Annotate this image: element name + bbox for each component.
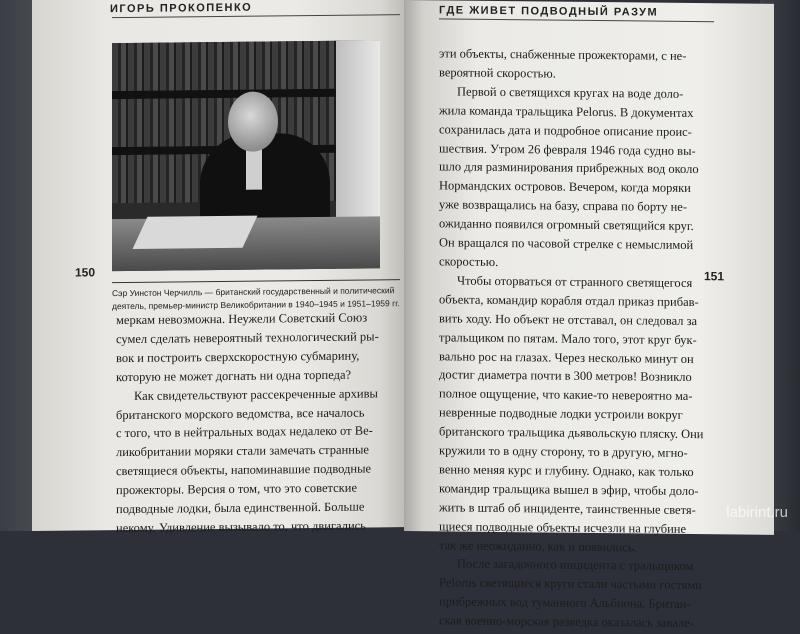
text-line: полное ощущение, что какие-то невероятно ма-	[439, 386, 693, 404]
text-line: скоростью.	[439, 254, 499, 269]
text-line: Первой о светящихся кругах на воде доло-	[457, 84, 684, 101]
bookshelf-row	[112, 41, 340, 91]
watermark: labirint.ru	[726, 504, 788, 521]
right-page	[404, 0, 774, 631]
text-line: После загадочного инцидента с тральщиком	[457, 557, 694, 574]
left-head-rule	[112, 14, 400, 18]
churchill-photo	[112, 40, 380, 271]
text-line: сумел сделать невероятный технологический ры-	[116, 329, 379, 347]
text-line: объекта, командир корабля отдал приказ прибав-	[439, 292, 699, 309]
text-line: Как свидетельствуют рассекреченные архивы	[134, 386, 378, 403]
left-running-head: ИГОРЬ ПРОКОПЕНКО	[110, 1, 253, 16]
text-line: вероятной скоростью.	[439, 65, 556, 81]
text-line: ожиданно появился огромный светящийся круг.	[439, 216, 694, 234]
text-line: с того, что в нейтральных водах недалеко от Ве-	[116, 423, 373, 441]
figure-head	[228, 91, 278, 152]
text-line: жила команда тральщика Pelorus. В документах	[439, 103, 694, 120]
caption-line: Сэр Уинстон Черчилль — британский государственный и политический	[112, 285, 395, 299]
text-line: прожекторы. Версия о том, что это советские	[116, 480, 357, 498]
left-body-text	[116, 308, 379, 538]
text-line: шло для разминирования прибрежных вод около	[439, 159, 699, 177]
text-line: подводные лодки, была единственной. Больше	[116, 499, 365, 517]
desk-paper	[133, 216, 258, 249]
text-line: ликобритании моряки стали замечать странные	[116, 442, 369, 460]
text-line: сохранилась дата и подробное описание проис-	[439, 121, 692, 139]
text-line: командир тральщика вышел в эфир, чтобы доло-	[439, 481, 699, 498]
text-line: жить в штаб об инциденте, таинственные светя-	[439, 500, 696, 517]
text-line: британского морского ведомства, все началось	[116, 405, 365, 422]
text-line: некому. Удивление вызывало то, что двигались	[116, 518, 366, 536]
text-line: уже возвращались на базу, справа по борту не-	[439, 197, 687, 215]
text-line: Pelorus светящиеся круги стали частыми гостями	[439, 575, 702, 593]
text-line: шествия. Утром 26 февраля 1946 года судно вы-	[439, 140, 696, 158]
text-line: светящиеся объекты, напоминавшие подводные	[116, 461, 372, 479]
text-line: вить ходу. Но объект не отставал, он следовал за	[439, 311, 698, 328]
text-line: прибрежных вод туманного Альбиона. Британ-	[439, 594, 691, 612]
right-body-text	[439, 44, 704, 633]
text-line: Нормандских островов. Вечером, когда моряки	[439, 178, 691, 196]
text-line: щиеся подводные объекты исчезли на глубине	[439, 519, 686, 536]
right-running-head: ГДЕ ЖИВЕТ ПОДВОДНЫЙ РАЗУМ	[439, 4, 659, 19]
text-line: Чтобы оторваться от странного светящегося	[457, 273, 693, 290]
caption-line: деятель, премьер-министр Великобритании в 1940–1945 и 1951–1959 гг.	[112, 298, 400, 312]
text-line: которую не может догнать ни одна торпеда?	[116, 367, 352, 384]
text-line: вально рос на глазах. Через несколько минут он	[439, 348, 694, 366]
right-head-rule	[439, 18, 714, 22]
text-line: Он вращался по часовой стрелке с немыслимой	[439, 235, 694, 253]
right-page-number: 151	[703, 269, 725, 284]
text-line: британского тральщика дьявольскую пляску. Они	[439, 424, 704, 442]
text-line: тральщиком по пятам. Мало того, этот круг бук-	[439, 329, 697, 347]
text-line: ская военно-морская разведка оказалась завале-	[439, 613, 694, 631]
text-line: венно меняя курс и глубину. Однако, как только	[439, 462, 694, 479]
text-line: невренные подводные лодки устроили вокруг	[439, 405, 683, 423]
text-line: эти объекты, снабженные прожекторами, с не-	[439, 46, 687, 63]
left-page	[32, 0, 410, 536]
left-page-number: 150	[74, 265, 96, 280]
text-line: достиг диаметра почти в 300 метров! Возникло	[439, 367, 692, 385]
text-line: так же неожиданно, как и появились.	[439, 537, 637, 554]
text-line: вок и построить сверхскоростную субмарину,	[116, 348, 360, 365]
text-line: меркам невозможна. Неужели Советский Союз	[116, 310, 368, 328]
text-line: кружили то в одну сторону, то в другую, мгно-	[439, 443, 688, 461]
figure-shirt	[246, 150, 262, 190]
